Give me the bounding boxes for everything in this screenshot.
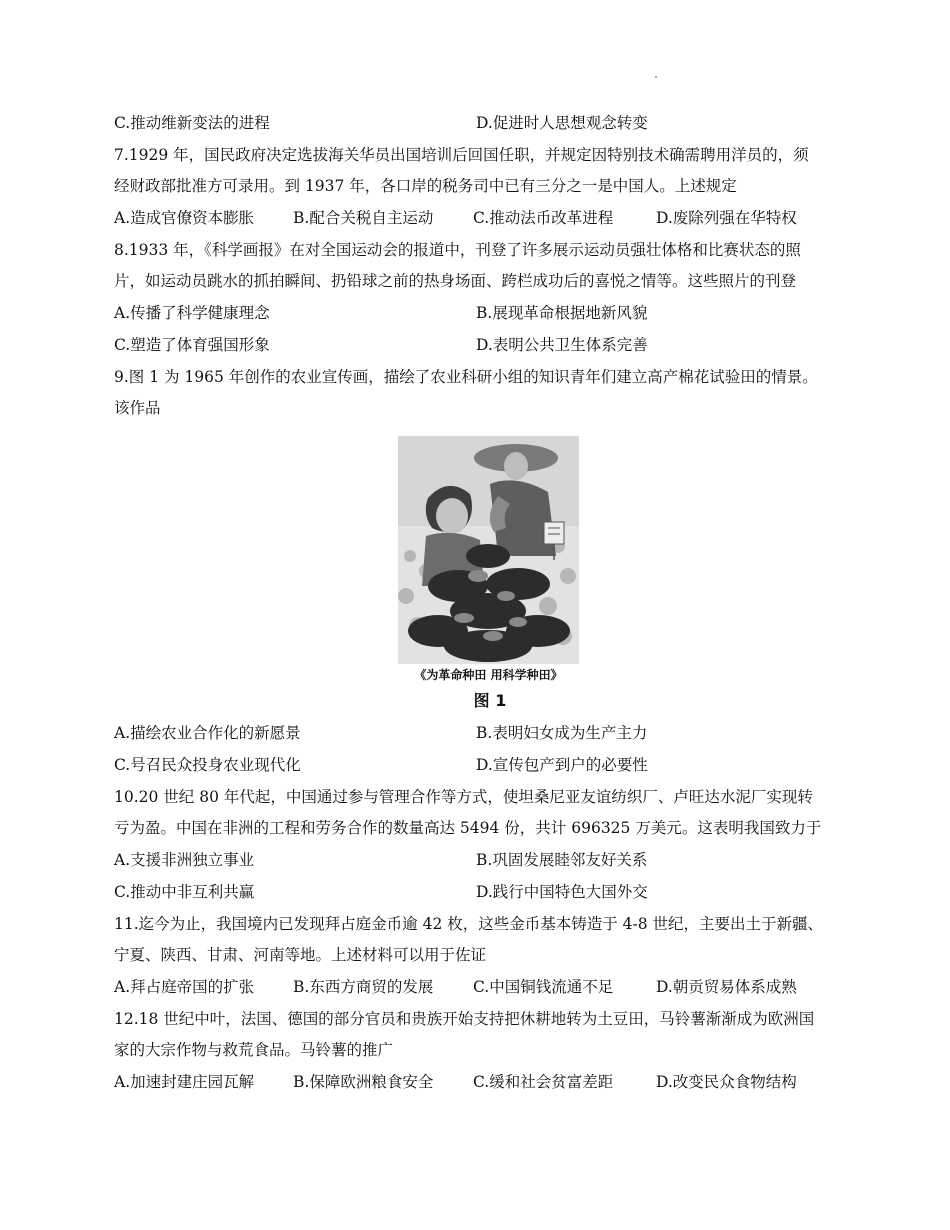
q8-option-c: C.塑造了体育强国形象 [114,336,270,354]
q8-stem-line1: 8.1933 年，《科学画报》在对全国运动会的报道中，刊登了许多展示运动员强壮体格和比赛状态的照 [114,241,801,259]
q12-stem-line1: 12.18 世纪中叶，法国、德国的部分官员和贵族开始支持把休耕地转为土豆田，马铃薯渐渐成为欧洲国 [114,1010,815,1028]
q11-option-d: D.朝贡贸易体系成熟 [656,978,797,996]
q9-stem-line1: 9.图 1 为 1965 年创作的农业宣传画，描绘了农业科研小组的知识青年们建立高产棉花试验田的情景。 [114,368,818,386]
q10-option-b: B.巩固发展睦邻友好关系 [476,851,648,869]
q7-option-c: C.推动法币改革进程 [473,209,614,227]
q9-option-b: B.表明妇女成为生产主力 [476,724,648,742]
q7-stem-line2: 经财政部批准方可录用。到 1937 年，各口岸的税务司中已有三分之一是中国人。上述规定 [114,177,737,195]
q7-option-b: B.配合关税自主运动 [293,209,434,227]
figure-label: 图 1 [473,691,507,710]
q7-stem-line1: 7.1929 年，国民政府决定选拔海关华员出国培训后回国任职，并规定因特别技术确需聘用洋员的，须 [114,146,809,164]
q9-option-d: D.宣传包产到户的必要性 [476,756,648,774]
q12-option-c: C.缓和社会贫富差距 [473,1073,614,1091]
q7-option-a: A.造成官僚资本膨胀 [114,209,255,227]
q8-option-d: D.表明公共卫生体系完善 [476,336,648,354]
q8-option-a: A.传播了科学健康理念 [114,304,270,322]
q11-option-b: B.东西方商贸的发展 [293,978,434,996]
q6-option-c: C.推动维新变法的进程 [114,114,270,132]
q12-option-a: A.加速封建庄园瓦解 [114,1073,255,1091]
q12-option-d: D.改变民众食物结构 [656,1073,797,1091]
q11-option-c: C.中国铜钱流通不足 [473,978,614,996]
q8-option-b: B.展现革命根据地新风貌 [476,304,648,322]
figure-caption: 《为革命种田 用科学种田》 [414,668,563,682]
q10-option-d: D.践行中国特色大国外交 [476,883,648,901]
q6-option-d: D.促进时人思想观念转变 [476,114,648,132]
q7-option-d: D.废除列强在华特权 [656,209,797,227]
q9-stem-line2: 该作品 [114,399,161,417]
q11-stem-line2: 宁夏、陕西、甘肃、河南等地。上述材料可以用于佐证 [114,946,487,964]
q10-option-c: C.推动中非互利共赢 [114,883,255,901]
propaganda-poster-image [398,436,579,664]
q11-option-a: A.拜占庭帝国的扩张 [114,978,255,996]
q12-option-b: B.保障欧洲粮食安全 [293,1073,434,1091]
q10-option-a: A.支援非洲独立事业 [114,851,255,869]
q8-stem-line2: 片，如运动员跳水的抓拍瞬间、扔铅球之前的热身场面、跨栏成功后的喜悦之情等。这些照片的刊登 [114,272,797,290]
q11-stem-line1: 11.迄今为止，我国境内已发现拜占庭金币逾 42 枚，这些金币基本铸造于 4-8 世纪，主要出土于新疆、 [114,915,824,933]
q9-option-a: A.描绘农业合作化的新愿景 [114,724,301,742]
q10-stem-line2: 亏为盈。中国在非洲的工程和劳务合作的数量高达 5494 份，共计 696325 万美元。这表明我国致力于 [114,819,822,837]
q9-option-c: C.号召民众投身农业现代化 [114,756,301,774]
q12-stem-line2: 家的大宗作物与救荒食品。马铃薯的推广 [114,1041,394,1059]
q10-stem-line1: 10.20 世纪 80 年代起，中国通过参与管理合作等方式，使坦桑尼亚友谊纺织厂、卢旺达水泥厂实现转 [114,788,813,806]
speck [655,76,657,78]
